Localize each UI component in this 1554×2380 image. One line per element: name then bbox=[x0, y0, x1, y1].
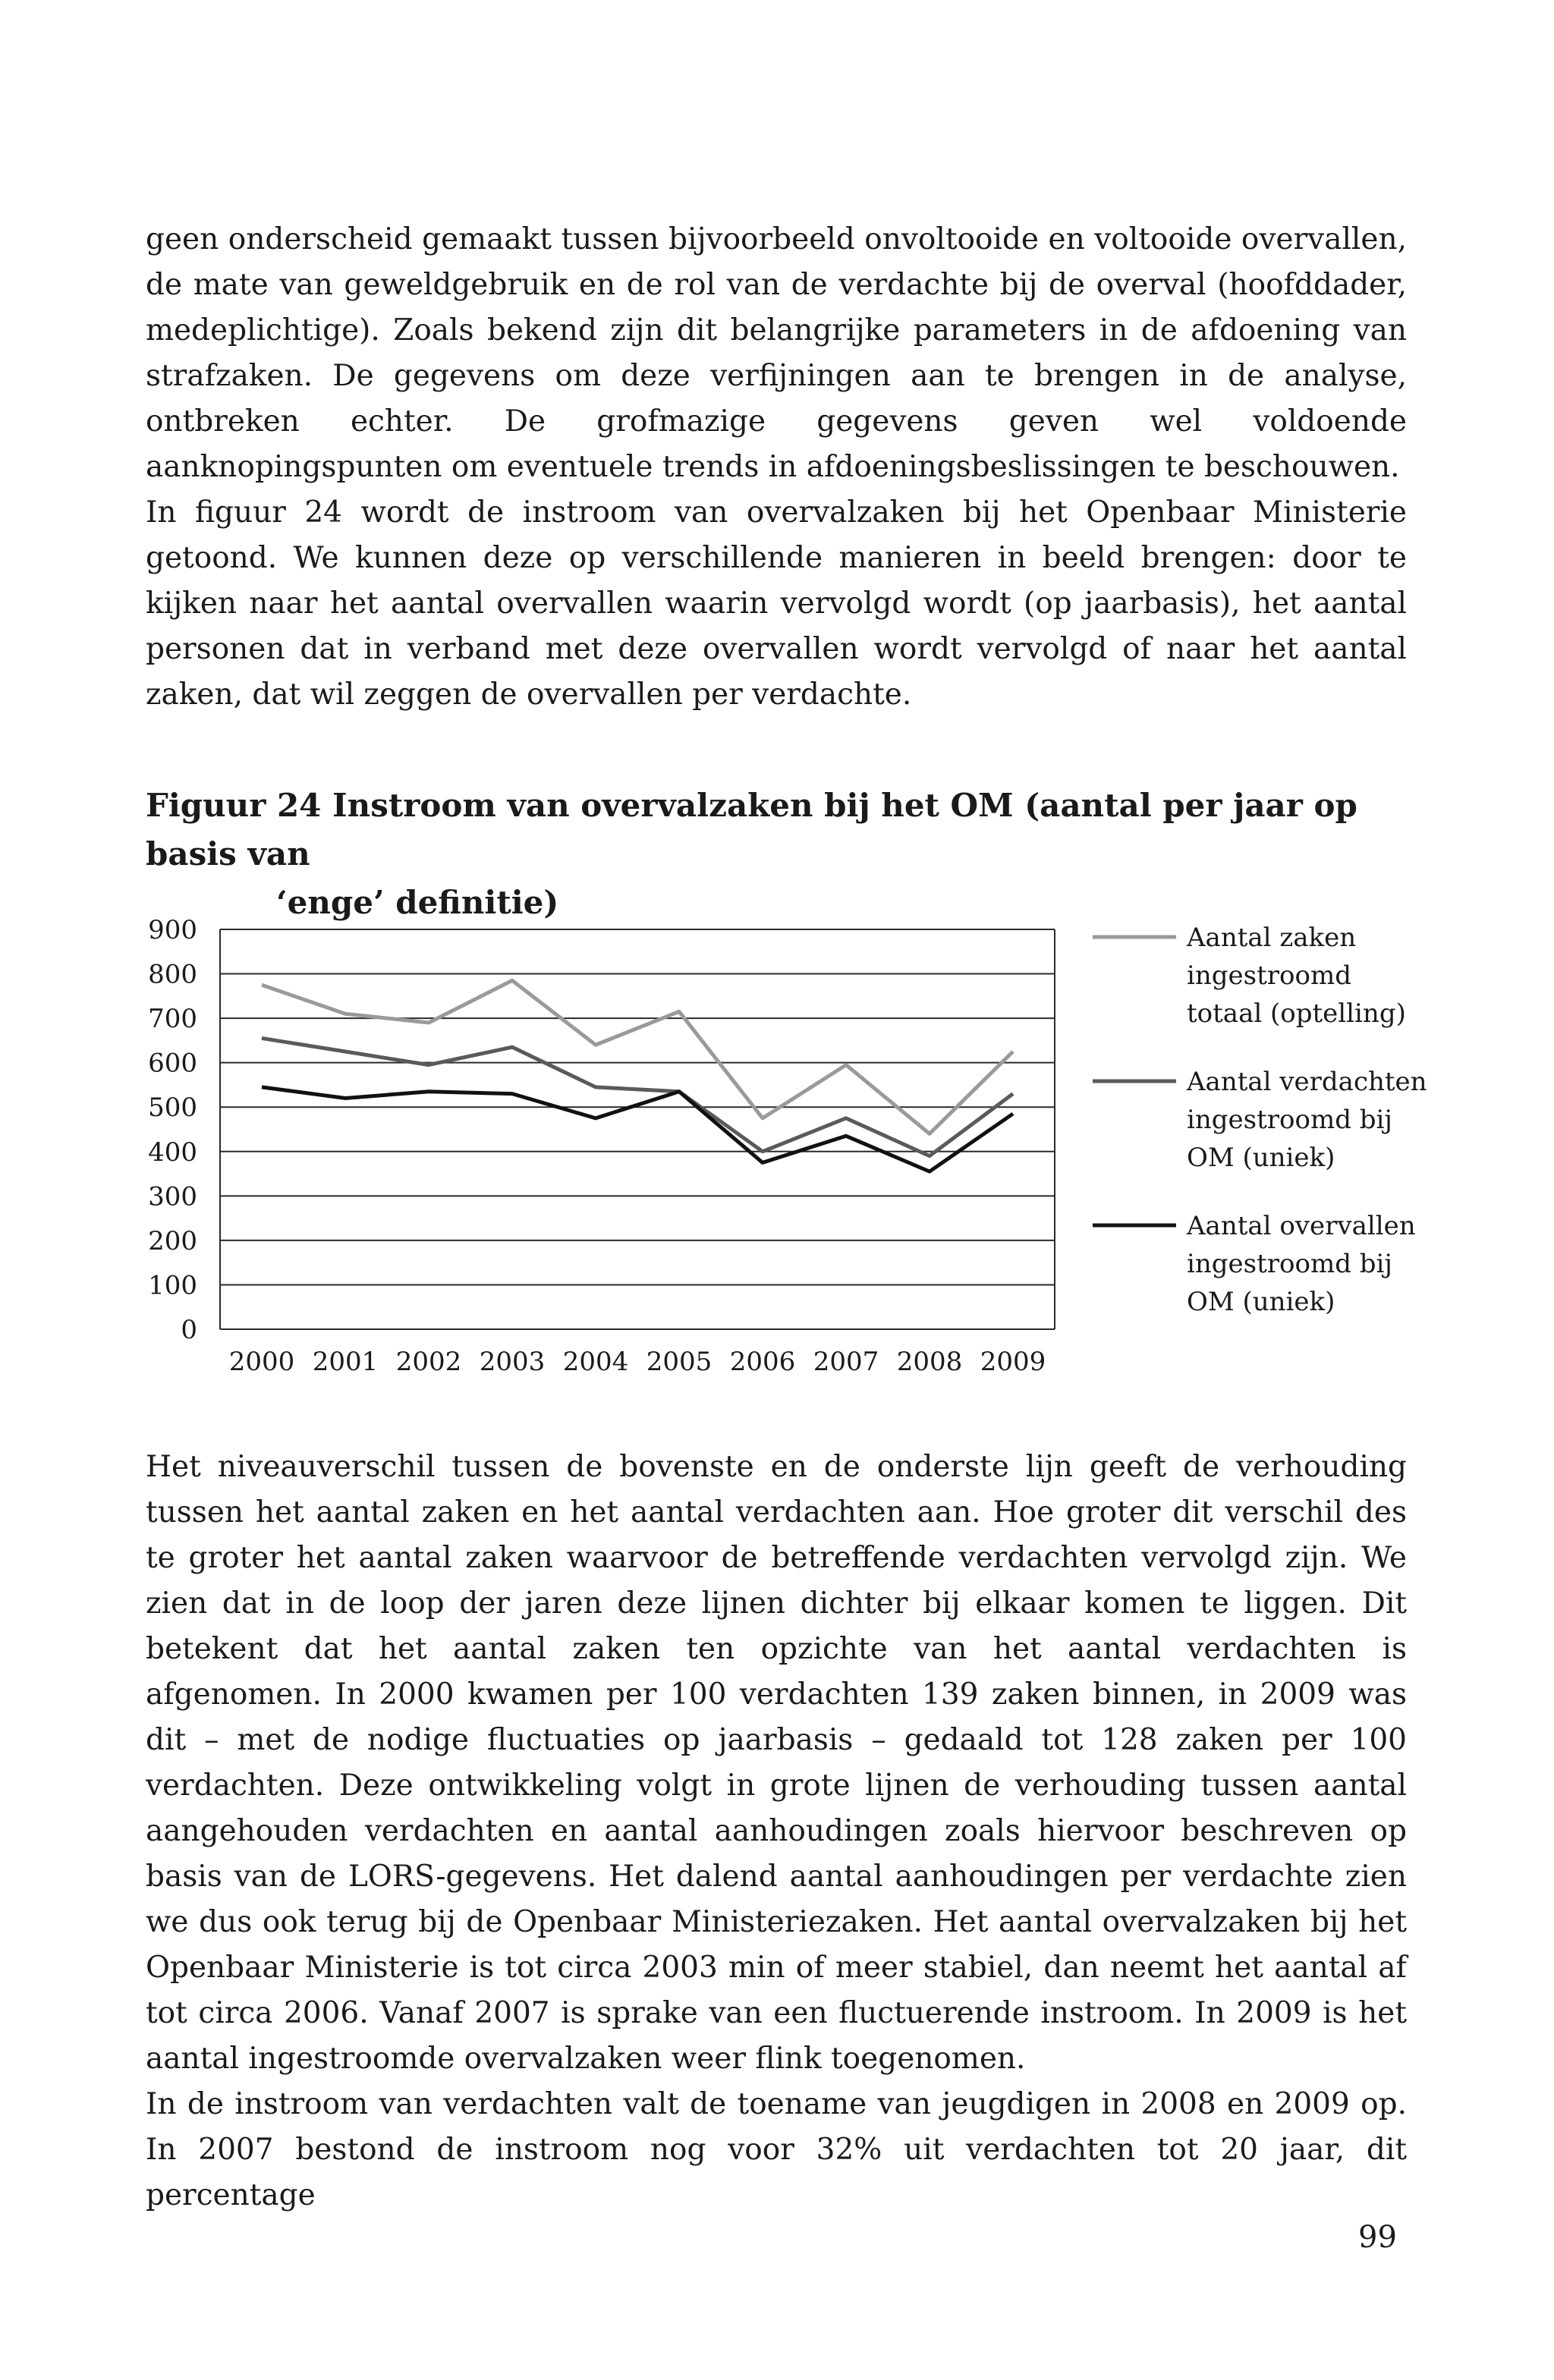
y-tick-label: 100 bbox=[148, 1270, 197, 1301]
y-tick-label: 600 bbox=[148, 1048, 197, 1079]
x-tick-label: 2009 bbox=[980, 1347, 1046, 1377]
x-tick-label: 2003 bbox=[479, 1347, 546, 1377]
x-tick-label: 2007 bbox=[813, 1347, 879, 1377]
y-tick-label: 200 bbox=[148, 1225, 197, 1256]
x-tick-label: 2001 bbox=[312, 1347, 379, 1377]
legend-label-1: ingestroomd bbox=[1187, 960, 1351, 991]
figure-caption-line-1: Figuur 24 Instroom van overvalzaken bij het OM (aantal per jaar op basis van bbox=[146, 787, 1357, 872]
y-tick-label: 300 bbox=[148, 1181, 197, 1212]
legend-label-2: ingestroomd bij bbox=[1187, 1105, 1392, 1135]
paragraph: geen onderscheid gemaakt tussen bijvoorbeeld onvoltooide en voltooide overvallen, de mate van geweldgebruik en de rol van de verdachte bij de overval (hoofddader, medeplichtige). Zoals bekend zijn dit belangrijke parameters in de afdoening van strafzaken. De gegevens om deze verfijningen aan te brengen in de analyse, ontbreken echter. De grofmazige gegevens geven wel voldoende aanknopingspunten om eventuele trends in afdoeningsbeslissingen te beschouwen. bbox=[146, 222, 1407, 484]
paragraph: In de instroom van verdachten valt de toename van jeugdigen in 2008 en 2009 op. In 2007 bestond de instroom nog voor 32% uit verdachten tot 20 jaar, dit percentage bbox=[146, 2087, 1407, 2212]
y-tick-label: 400 bbox=[148, 1137, 197, 1168]
legend-label-2: OM (uniek) bbox=[1187, 1143, 1335, 1173]
paragraph: In figuur 24 wordt de instroom van overvalzaken bij het Openbaar Ministerie getoond. We kunnen deze op verschillende manieren in beeld brengen: door te kijken naar het aantal overvallen waarin vervolgd wordt (op jaarbasis), het aantal personen dat in verband met deze overvallen wordt vervolgd of naar het aantal zaken, dat wil zeggen de overvallen per verdachte. bbox=[146, 495, 1407, 712]
y-tick-label: 0 bbox=[181, 1315, 197, 1345]
x-tick-label: 2008 bbox=[896, 1347, 963, 1377]
y-tick-label: 500 bbox=[148, 1093, 197, 1124]
y-tick-label: 700 bbox=[148, 1004, 197, 1035]
figure-caption-line-2: ‘enge’ definitie) bbox=[276, 884, 559, 921]
legend-label-3: Aantal overvallen bbox=[1187, 1211, 1416, 1241]
series-line-3 bbox=[262, 1087, 1013, 1171]
page-number: 99 bbox=[1358, 2220, 1397, 2255]
legend-label-3: OM (uniek) bbox=[1187, 1287, 1335, 1317]
chart-svg bbox=[114, 895, 1434, 1396]
paragraph: Het niveauverschil tussen de bovenste en de onderste lijn geeft de verhouding tussen het aantal zaken en het aantal verdachten aan. Hoe groter dit verschil des te groter het aantal zaken waarvoor de betreffende verdachten vervolgd zijn. We zien dat in de loop der jaren deze lijnen dichter bij elkaar komen te liggen. Dit betekent dat het aantal zaken ten opzichte van het aantal verdachten is afgenomen. In 2000 kwamen per 100 verdachten 139 zaken binnen, in 2009 was dit – met de nodige fluctuaties op jaarbasis – gedaald tot 128 zaken per 100 verdachten. Deze ontwikkeling volgt in grote lijnen de verhouding tussen aantal aangehouden verdachten en aantal aanhoudingen zoals hiervoor beschreven op basis van de LORS-gegevens. Het dalend aantal aanhoudingen per verdachte zien we dus ook terug bij de Openbaar Ministeriezaken. Het aantal overvalzaken bij het Openbaar Ministerie is tot circa 2003 min of meer stabiel, dan neemt het aantal af tot circa 2006. Vanaf 2007 is sprake van een fluctuerende instroom. In 2009 is het aantal ingestroomde overvalzaken weer flink toegenomen. bbox=[146, 1450, 1407, 2076]
y-tick-label: 800 bbox=[148, 959, 197, 990]
body-text-top bbox=[146, 217, 1407, 718]
x-tick-label: 2000 bbox=[228, 1347, 295, 1377]
legend-label-2: Aantal verdachten bbox=[1187, 1067, 1427, 1097]
line-chart bbox=[114, 895, 1434, 1396]
x-tick-label: 2005 bbox=[646, 1347, 713, 1377]
legend-label-1: Aantal zaken bbox=[1187, 923, 1357, 953]
legend-label-3: ingestroomd bij bbox=[1187, 1249, 1392, 1279]
x-tick-label: 2004 bbox=[562, 1347, 629, 1377]
body-text-bottom bbox=[146, 1445, 1407, 2218]
x-tick-label: 2002 bbox=[395, 1347, 462, 1377]
legend-label-1: totaal (optelling) bbox=[1187, 998, 1406, 1029]
x-tick-label: 2006 bbox=[729, 1347, 796, 1377]
y-tick-label: 900 bbox=[148, 915, 197, 945]
